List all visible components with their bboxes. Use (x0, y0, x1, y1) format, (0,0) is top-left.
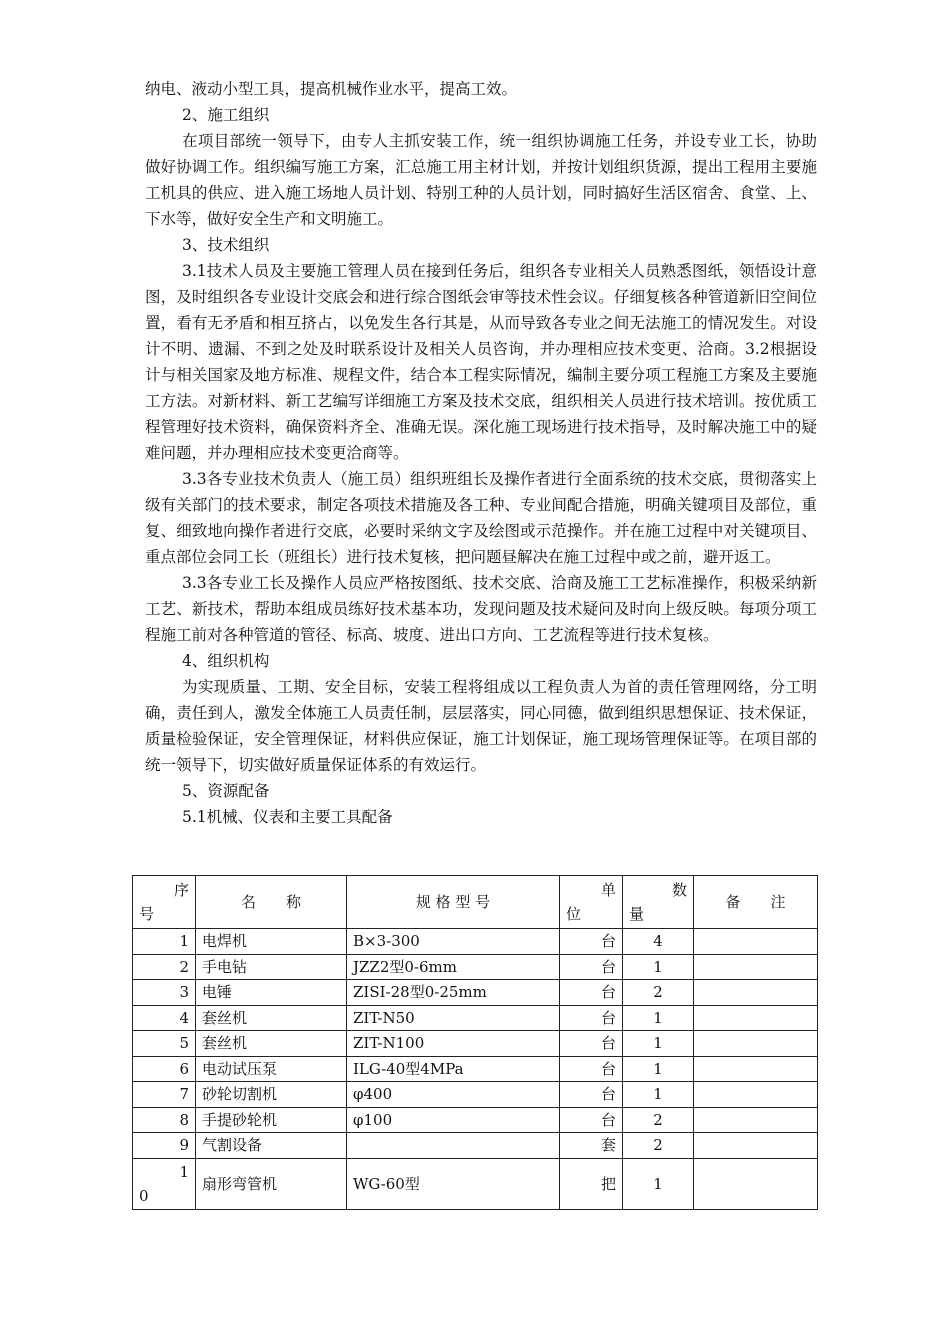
cell-note (694, 1082, 818, 1108)
table-row (133, 1031, 818, 1057)
paragraph: 3.3各专业技术负责人（施工员）组织班组长及操作者进行全面系统的技术交底，贯彻落实上级有关部门的技术要求，制定各项技术措施及各工种、专业间配合措施，明确关键项目及部位，重复、细致地向操作者进行交底，必要时采纳文字及绘图或示范操作。并在施工过程中对关键项目、重点部位会同工长（班组长）进行技术复核，把问题昼解决在施工过程中或之前，避开返工。 (145, 470, 817, 566)
paragraph: 纳电、液动小型工具，提高机械作业水平，提高工效。 (145, 80, 518, 98)
cell-qty: 1 (623, 954, 694, 980)
cell-seq: 7 (133, 1082, 196, 1108)
cell-qty: 1 (623, 1005, 694, 1031)
cell-spec: B×3-300 (347, 929, 560, 955)
cell-note (694, 980, 818, 1006)
cell-name: 手提砂轮机 (196, 1107, 347, 1133)
cell-unit: 台 (560, 980, 623, 1006)
cell-qty: 4 (623, 929, 694, 955)
cell-unit: 台 (560, 1031, 623, 1057)
cell-name: 套丝机 (196, 1005, 347, 1031)
table-row (133, 1107, 818, 1133)
cell-unit: 台 (560, 1107, 623, 1133)
cell-seq: 2 (133, 954, 196, 980)
cell-unit: 台 (560, 1082, 623, 1108)
cell-seq: 6 (133, 1056, 196, 1082)
cell-seq: 1 0 (133, 1158, 196, 1209)
cell-spec: ZISI-28型0-25mm (347, 980, 560, 1006)
cell-spec: φ100 (347, 1107, 560, 1133)
paragraph: 2、施工组织 (182, 106, 270, 124)
table-row (133, 1005, 818, 1031)
paragraph: 在项目部统一领导下，由专人主抓安装工作，统一组织协调施工任务，并设专业工长，协助做好协调工作。组织编写施工方案，汇总施工用主材计划，并按计划组织货源，提出工程用主要施工机具的供应、进入施工场地人员计划、特别工种的人员计划，同时搞好生活区宿舍、食堂、上、下水等，做好安全生产和文明施工。 (145, 132, 817, 228)
cell-name: 电锤 (196, 980, 347, 1006)
cell-note (694, 1056, 818, 1082)
cell-spec (347, 1133, 560, 1159)
header-qty: 数 量 (623, 876, 694, 929)
table-row (133, 1158, 818, 1209)
paragraph: 为实现质量、工期、安全目标，安装工程将组成以工程负责人为首的责任管理网络，分工明确，责任到人，激发全体施工人员责任制，层层落实，同心同德，做到组织思想保证、技术保证，质量检验保证，安全管理保证，材料供应保证，施工计划保证，施工现场管理保证等。在项目部的统一领导下，切实做好质量保证体系的有效运行。 (145, 678, 817, 774)
cell-spec: WG-60型 (347, 1158, 560, 1209)
paragraph: 3、技术组织 (182, 236, 270, 254)
cell-note (694, 1031, 818, 1057)
table-row (133, 1056, 818, 1082)
cell-name: 电动试压泵 (196, 1056, 347, 1082)
cell-qty: 2 (623, 1107, 694, 1133)
cell-seq: 9 (133, 1133, 196, 1159)
cell-note (694, 954, 818, 980)
header-seq: 序 号 (133, 876, 196, 929)
cell-spec: JZZ2型0-6mm (347, 954, 560, 980)
cell-name: 气割设备 (196, 1133, 347, 1159)
cell-name: 扇形弯管机 (196, 1158, 347, 1209)
header-name: 名 称 (196, 876, 347, 929)
cell-unit: 套 (560, 1133, 623, 1159)
header-note: 备 注 (694, 876, 818, 929)
cell-spec: φ400 (347, 1082, 560, 1108)
table-row (133, 954, 818, 980)
table-row (133, 1082, 818, 1108)
cell-qty: 1 (623, 1082, 694, 1108)
cell-unit: 台 (560, 929, 623, 955)
cell-name: 电焊机 (196, 929, 347, 955)
cell-spec: ZIT-N50 (347, 1005, 560, 1031)
cell-unit: 台 (560, 1056, 623, 1082)
cell-note (694, 1158, 818, 1209)
cell-name: 套丝机 (196, 1031, 347, 1057)
paragraph: 5.1机械、仪表和主要工具配备 (182, 808, 393, 826)
cell-name: 砂轮切割机 (196, 1082, 347, 1108)
cell-unit: 把 (560, 1158, 623, 1209)
cell-qty: 2 (623, 1133, 694, 1159)
cell-note (694, 1005, 818, 1031)
table-row (133, 1133, 818, 1159)
table-row (133, 980, 818, 1006)
header-unit: 单 位 (560, 876, 623, 929)
paragraph: 3.3各专业工长及操作人员应严格按图纸、技术交底、洽商及施工工艺标准操作，积极采纳新工艺、新技术，帮助本组成员练好技术基本功，发现问题及技术疑问及时向上级反映。每项分项工程施工前对各种管道的管径、标高、坡度、进出口方向、工艺流程等进行技术复核。 (145, 574, 817, 644)
document-body (145, 76, 817, 830)
cell-seq: 4 (133, 1005, 196, 1031)
cell-qty: 1 (623, 1056, 694, 1082)
cell-seq: 8 (133, 1107, 196, 1133)
header-spec: 规 格 型 号 (347, 876, 560, 929)
cell-qty: 2 (623, 980, 694, 1006)
cell-qty: 1 (623, 1158, 694, 1209)
table-header-row (133, 876, 818, 929)
cell-note (694, 1107, 818, 1133)
table-row (133, 929, 818, 955)
paragraph: 4、组织机构 (182, 652, 270, 670)
cell-note (694, 1133, 818, 1159)
equipment-table (132, 875, 818, 1210)
cell-name: 手电钻 (196, 954, 347, 980)
cell-spec: ZIT-N100 (347, 1031, 560, 1057)
cell-seq: 1 (133, 929, 196, 955)
cell-spec: ILG-40型4MPa (347, 1056, 560, 1082)
cell-unit: 台 (560, 954, 623, 980)
cell-unit: 台 (560, 1005, 623, 1031)
cell-qty: 1 (623, 1031, 694, 1057)
paragraph: 5、资源配备 (182, 782, 270, 800)
cell-seq: 5 (133, 1031, 196, 1057)
cell-note (694, 929, 818, 955)
paragraph: 3.1技术人员及主要施工管理人员在接到任务后，组织各专业相关人员熟悉图纸，领悟设计意图，及时组织各专业设计交底会和进行综合图纸会审等技术性会议。仔细复核各种管道新旧空间位置，看有无矛盾和相互挤占，以免发生各行其是，从而导致各专业之间无法施工的情况发生。对设计不明、遗漏、不到之处及时联系设计及相关人员咨询，并办理相应技术变更、洽商。3.2根据设计与相关国家及地方标准、规程文件，结合本工程实际情况，编制主要分项工程施工方案及主要施工方法。对新材料、新工艺编写详细施工方案及技术交底，组织相关人员进行技术培训。按优质工程管理好技术资料，确保资料齐全、准确无误。深化施工现场进行技术指导，及时解决施工中的疑难问题，并办理相应技术变更洽商等。 (145, 262, 817, 462)
cell-seq: 3 (133, 980, 196, 1006)
